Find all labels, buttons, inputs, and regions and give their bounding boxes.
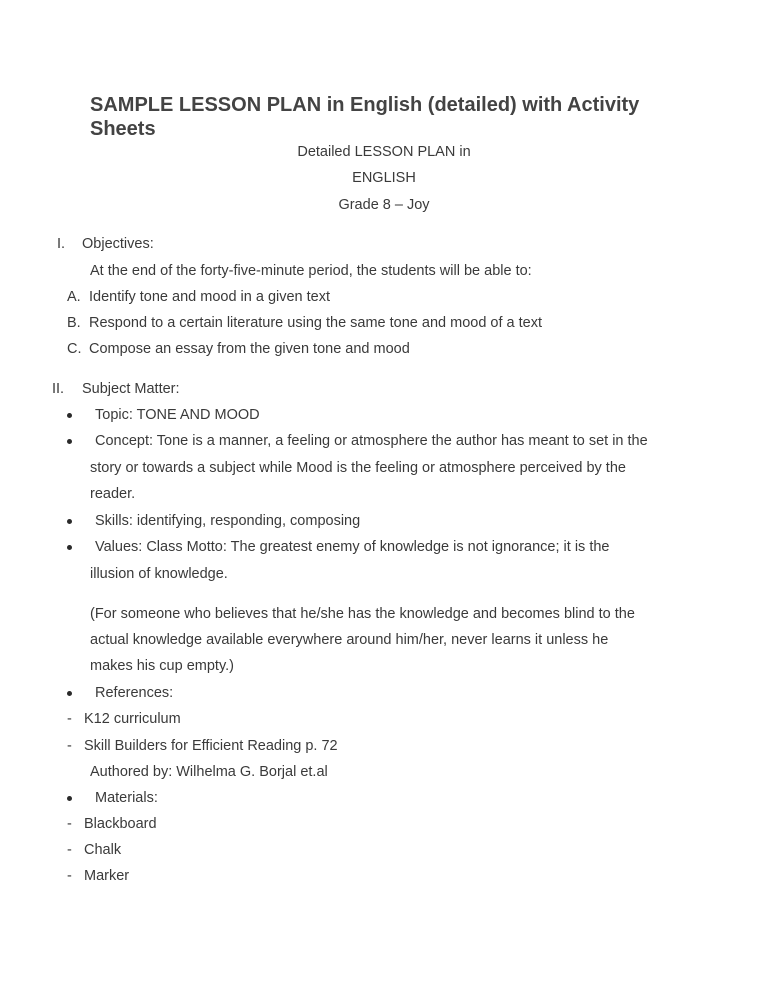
skills-text: Skills: identifying, responding, composing xyxy=(95,513,361,529)
references-label: References: xyxy=(95,685,174,701)
header-line-3: Grade 8 – Joy xyxy=(338,197,430,213)
bullet-icon xyxy=(67,439,72,444)
values-line-1: Values: Class Motto: The greatest enemy of knowledge is not ignorance; it is the xyxy=(95,539,610,555)
objective-marker-c: C. xyxy=(67,341,82,357)
concept-line-1: Concept: Tone is a manner, a feeling or atmosphere the author has meant to set in the xyxy=(95,433,648,449)
note-line-1: (For someone who believes that he/she has the knowledge and becomes blind to the xyxy=(90,606,635,622)
objectives-intro: At the end of the forty-five-minute period, the students will be able to: xyxy=(90,263,532,279)
objective-marker-a: A. xyxy=(67,289,81,305)
reference-marker: - xyxy=(67,711,72,727)
section-2-heading: Subject Matter: xyxy=(82,381,180,397)
section-1-heading: Objectives: xyxy=(82,236,154,252)
material-item: Marker xyxy=(84,868,130,884)
concept-line-3: reader. xyxy=(90,486,136,502)
concept-line-2: story or towards a subject while Mood is the feeling or atmosphere perceived by the xyxy=(90,460,626,476)
bullet-icon xyxy=(67,413,72,418)
bullet-icon xyxy=(67,796,72,801)
bullet-icon xyxy=(67,691,72,696)
header-line-1: Detailed LESSON PLAN in xyxy=(297,144,471,160)
authored-by: Authored by: Wilhelma G. Borjal et.al xyxy=(90,764,328,780)
materials-label: Materials: xyxy=(95,790,158,806)
values-line-2: illusion of knowledge. xyxy=(90,566,228,582)
section-1-numeral: I. xyxy=(57,236,66,252)
objective-item-b: Respond to a certain literature using the same tone and mood of a text xyxy=(89,315,542,331)
material-item: Blackboard xyxy=(84,816,157,832)
note-line-3: makes his cup empty.) xyxy=(90,658,234,674)
document-title: SAMPLE LESSON PLAN in English (detailed) with Activity Sheets xyxy=(90,94,640,140)
objective-marker-b: B. xyxy=(67,315,81,331)
section-2-numeral: II. xyxy=(52,381,65,397)
material-marker: - xyxy=(67,842,72,858)
material-marker: - xyxy=(67,816,72,832)
objective-item-c: Compose an essay from the given tone and mood xyxy=(89,341,410,357)
topic-text: Topic: TONE AND MOOD xyxy=(95,407,260,423)
reference-marker: - xyxy=(67,738,72,754)
header-line-2: ENGLISH xyxy=(352,170,416,186)
reference-item: K12 curriculum xyxy=(84,711,181,727)
material-marker: - xyxy=(67,868,72,884)
reference-item: Skill Builders for Efficient Reading p. 72 xyxy=(84,738,338,754)
bullet-icon xyxy=(67,519,72,524)
material-item: Chalk xyxy=(84,842,122,858)
objective-item-a: Identify tone and mood in a given text xyxy=(89,289,331,305)
bullet-icon xyxy=(67,545,72,550)
note-line-2: actual knowledge available everywhere around him/her, never learns it unless he xyxy=(90,632,609,648)
